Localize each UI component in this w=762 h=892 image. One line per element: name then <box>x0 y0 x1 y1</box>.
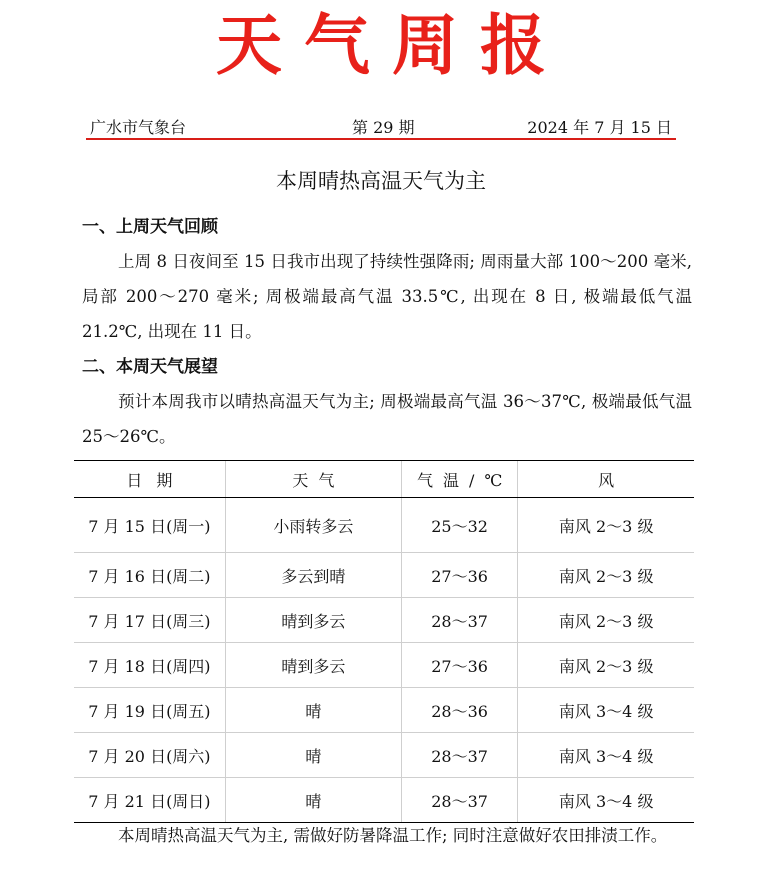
cell-weather: 多云到晴 <box>225 553 401 598</box>
cell-date: 7 月 20 日(周六) <box>74 733 225 778</box>
section-body-last-week: 上周 8 日夜间至 15 日我市出现了持续性强降雨; 周雨量大部 100～200 毫米, 局部 200～270 毫米; 周极端最高气温 33.5℃, 出现在 8 日, 极端最低气温 21.2℃, 出现在 11 日。 <box>82 252 692 341</box>
cell-wind: 南风 2～3 级 <box>518 553 694 598</box>
table-row <box>74 643 694 688</box>
report-headline: 本周晴热高温天气为主 <box>276 169 486 193</box>
table-row <box>74 598 694 643</box>
forecast-header-row <box>74 461 694 498</box>
cell-wind: 南风 3～4 级 <box>518 733 694 778</box>
cell-date: 7 月 21 日(周日) <box>74 778 225 823</box>
cell-weather: 小雨转多云 <box>225 498 401 553</box>
header-temperature: 气温/℃ <box>401 461 518 498</box>
cell-temperature: 27～36 <box>401 553 518 598</box>
cell-weather: 晴 <box>225 688 401 733</box>
table-row <box>74 733 694 778</box>
cell-wind: 南风 2～3 级 <box>518 498 694 553</box>
cell-temperature: 25～32 <box>401 498 518 553</box>
table-row <box>74 498 694 553</box>
header-date: 日期 <box>74 461 225 498</box>
section-heading-this-week: 二、本周天气展望 <box>82 357 218 377</box>
table-row <box>74 553 694 598</box>
cell-date: 7 月 15 日(周一) <box>88 516 211 536</box>
cell-temperature: 28～37 <box>401 778 518 823</box>
masthead-title: 天气周报 <box>216 7 568 84</box>
cell-temperature: 28～37 <box>401 733 518 778</box>
cell-date: 7 月 16 日(周二) <box>74 553 225 598</box>
issue-line <box>90 116 676 140</box>
cell-wind: 南风 2～3 级 <box>518 643 694 688</box>
cell-wind: 南风 3～4 级 <box>518 688 694 733</box>
cell-weather: 晴 <box>225 778 401 823</box>
cell-wind: 南风 2～3 级 <box>518 598 694 643</box>
table-row <box>74 688 694 733</box>
section-heading-last-week: 一、上周天气回顾 <box>82 217 218 237</box>
forecast-table <box>74 460 694 823</box>
issue-date: 2024 年 7 月 15 日 <box>527 118 672 137</box>
header-wind: 风 <box>518 461 694 498</box>
cell-weather: 晴到多云 <box>225 643 401 688</box>
issue-number: 第 29 期 <box>352 118 415 137</box>
cell-temperature: 28～37 <box>401 598 518 643</box>
cell-temperature: 28～36 <box>401 688 518 733</box>
header-weather: 天气 <box>225 461 401 498</box>
cell-wind: 南风 3～4 级 <box>518 778 694 823</box>
cell-weather: 晴到多云 <box>225 598 401 643</box>
closing-remark: 本周晴热高温天气为主, 需做好防暑降温工作; 同时注意做好农田排渍工作。 <box>118 826 668 845</box>
cell-date: 7 月 19 日(周五) <box>74 688 225 733</box>
cell-date: 7 月 17 日(周三) <box>74 598 225 643</box>
masthead-rule <box>86 138 676 140</box>
table-row <box>74 778 694 823</box>
cell-weather: 晴 <box>225 733 401 778</box>
cell-temperature: 27～36 <box>401 643 518 688</box>
section-body-this-week: 预计本周我市以晴热高温天气为主; 周极端最高气温 36～37℃, 极端最低气温 25～26℃。 <box>82 392 692 446</box>
cell-date: 7 月 18 日(周四) <box>74 643 225 688</box>
issuer-name: 广水市气象台 <box>90 118 187 137</box>
